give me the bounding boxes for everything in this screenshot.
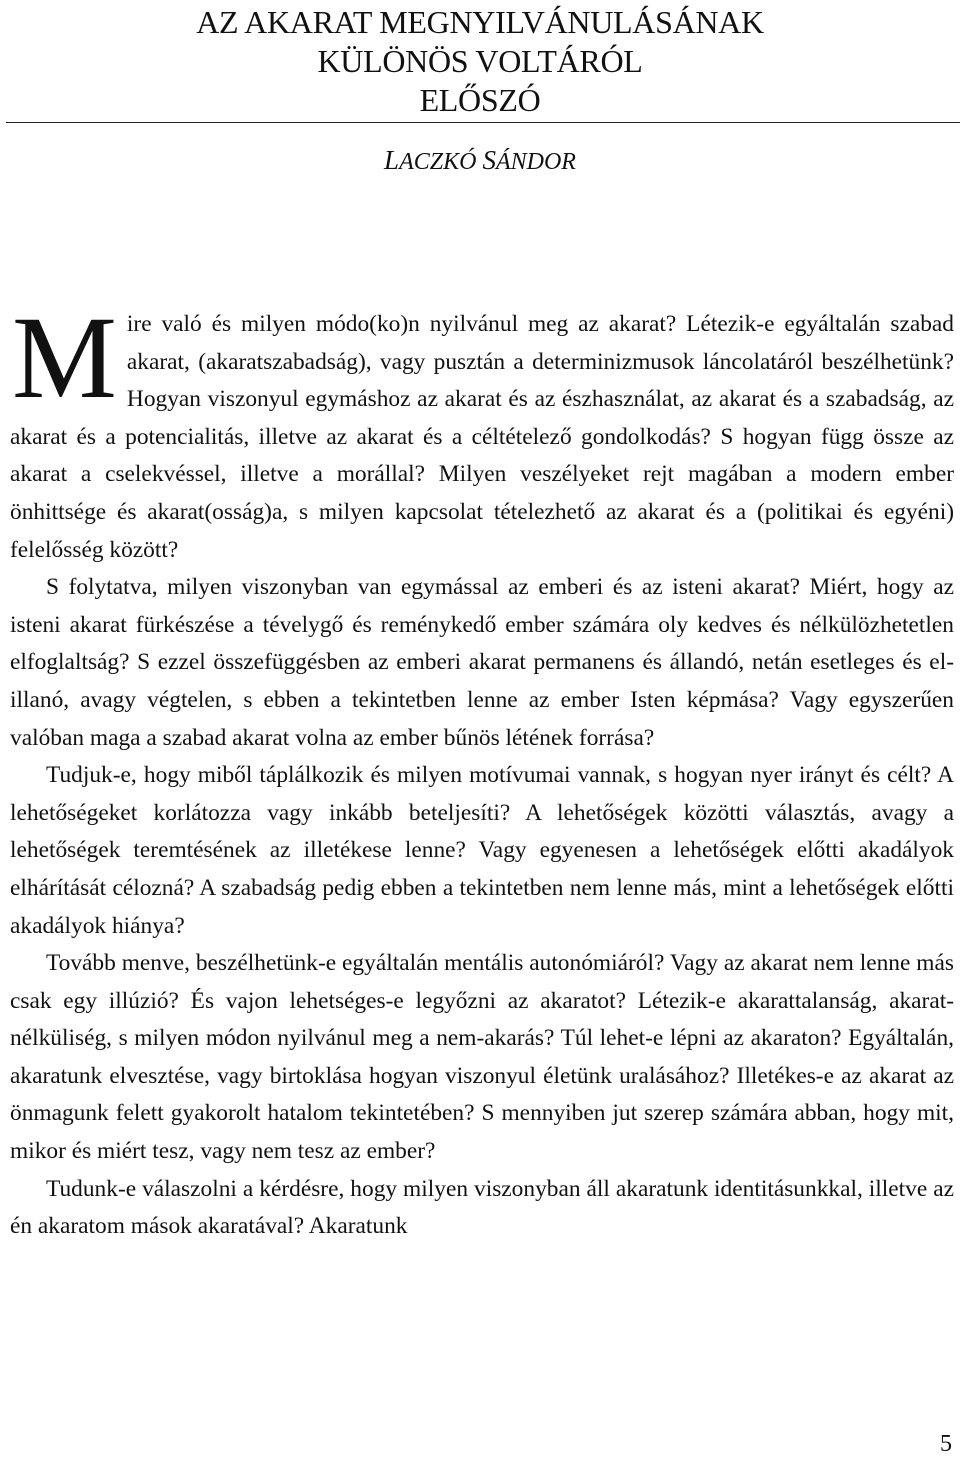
paragraph-3: Tudjuk-e, hogy miből táplálkozik és milyen motívumai vannak, s hogyan nyer irányt és célt? A lehetőségeket korlátozza vagy inkább beteljesíti? A lehetőségek közötti választás, avagy a lehetőségek teremtésének az illetékese lenne? Vagy egyenesen a lehetőségek előtti akadályok elhárítását célozná? A szabadság pedig ebben a tekintetben nem lenne más, mint a lehetőségek előtti akadályok hiánya? <box>10 762 954 939</box>
title-line-1: AZ AKARAT MEGNYILVÁNULÁSÁNAK <box>196 4 764 40</box>
author-initial-1: L <box>384 145 400 175</box>
paragraph-1-text: ire való és milyen módo(ko)n nyilvánul meg az akarat? Létezik-e egyáltalán szabad akarat, (akaratszabadság), vagy pusztán a determinizmusok láncolatáról beszélhetünk? Hogyan viszonyul egymáshoz az akarat és az észhasználat, az akarat és a szabadság, az akarat és a potencialitás, illetve az akarat és a céltételező gondolkodás? S hogyan függ össze az akarat a cselekvéssel, illetve a morállal? Milyen veszélyeket rejt magában a modern ember önhittsége és akarat(osság)a, s milyen kapcsolat tételezhető az akarat és a (politikai és egyéni) felelősség között? <box>10 311 954 563</box>
paragraph-4: Tovább menve, beszélhetünk-e egyáltalán mentális autonómiáról? Vagy az akarat nem lenne más csak egy illúzió? És vajon lehetséges-e legyőzni az akaratot? Létezik-e akarattalanság, akarat-nélküliség, s milyen módon nyilvánul meg a nem-akarás? Túl lehet-e lépni az akaraton? Egyáltalán, akaratunk elvesztése, vagy birtoklása hogyan viszonyul életünk uralásához? Illetékes-e az akarat az önmagunk felett gyakorolt hatalom tekintetében? S mennyiben jut szerep számára abban, hogy mit, mikor és miért tesz, vagy nem tesz az ember? <box>10 950 954 1165</box>
title-line-2: KÜLÖNÖS VOLTÁRÓL <box>317 43 643 79</box>
paragraph-5: Tudunk-e válaszolni a kérdésre, hogy milyen viszonyban áll akaratunk identitásunkkal, illetve az én akaratom mások akaratával? Akaratunk <box>10 1175 954 1240</box>
paragraph-2: S folytatva, milyen viszonyban van egymással az emberi és az isteni akarat? Miért, hogy az isteni akarat fürkészése a tévelygő és reménykedő ember számára oly kedves és nélkülözhetetlen elfoglaltság? S ezzel összefüggésben az emberi akarat permanens és állandó, netán esetleges és elillanó, avagy végtelen, s ebben a tekintetben lenne az ember Isten képmása? Vagy egyszerűen valóban maga a szabad akarat volna az ember bűnös létének forrása? <box>10 574 954 751</box>
title-divider <box>6 122 960 123</box>
paragraph-1 <box>10 292 954 569</box>
body-text <box>10 292 954 1246</box>
page-number: 5 <box>940 1431 952 1457</box>
drop-cap: M <box>12 292 117 423</box>
title-line-3: ELŐSZÓ <box>419 82 541 118</box>
author-name <box>0 145 960 177</box>
author-first-rest: ACZKÓ <box>399 149 477 175</box>
author-last-rest: ÁNDOR <box>495 149 576 175</box>
chapter-title <box>0 3 960 120</box>
author-initial-2: S <box>482 145 496 175</box>
